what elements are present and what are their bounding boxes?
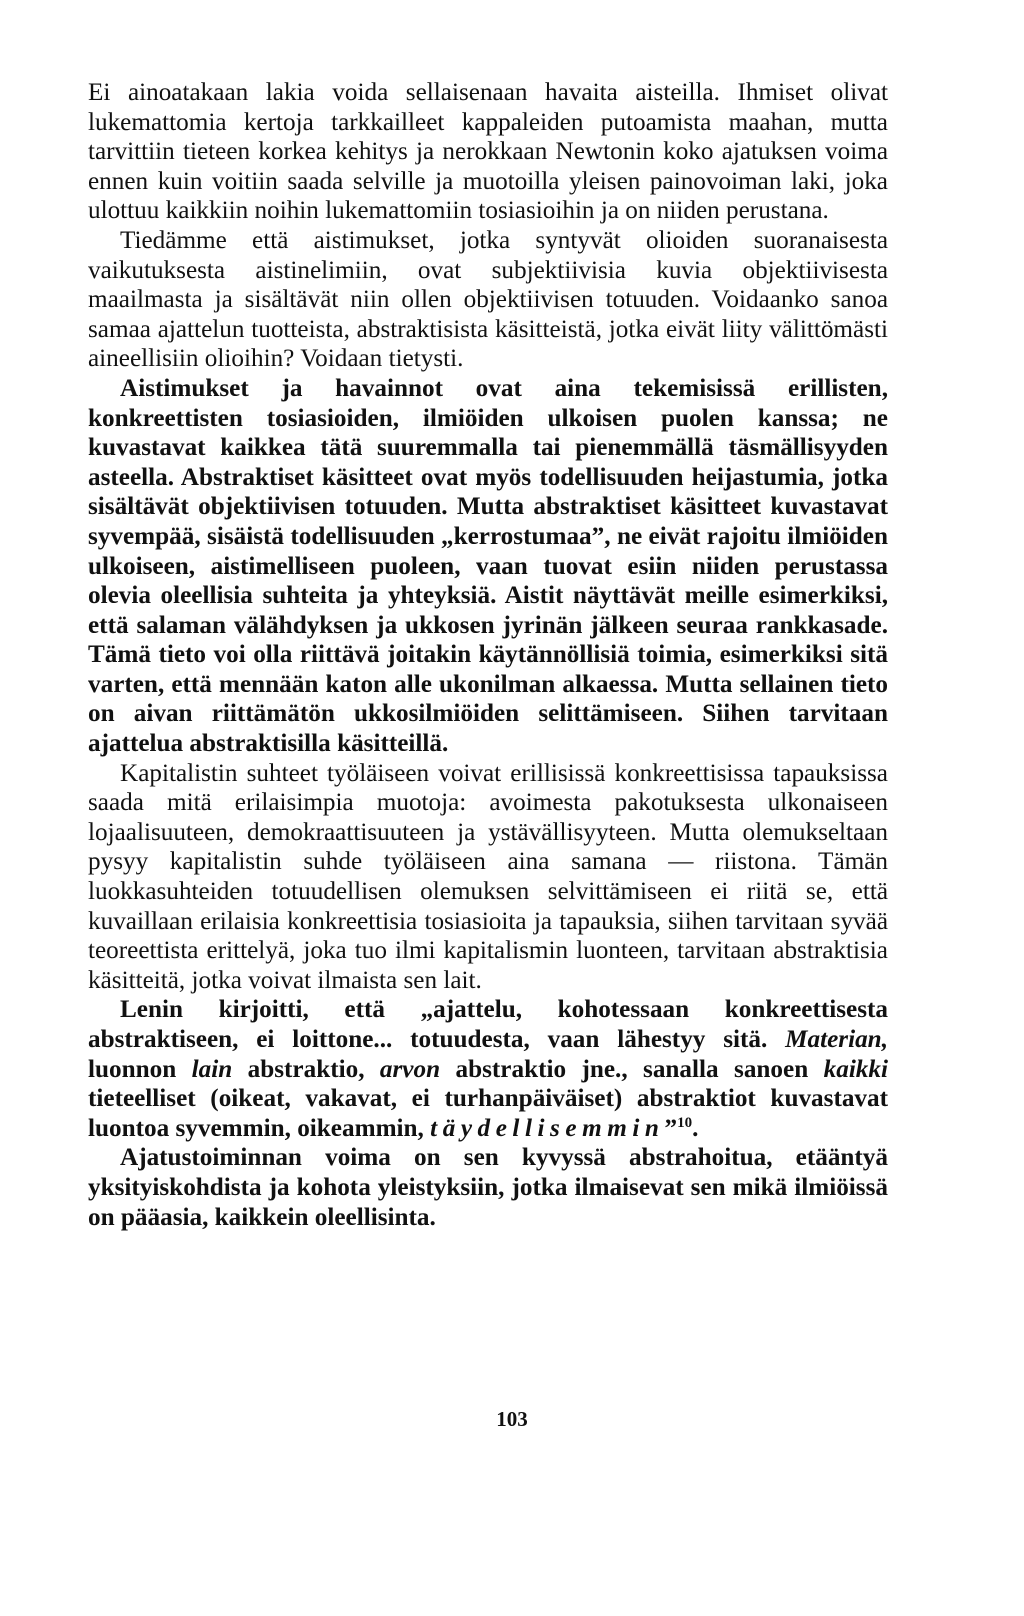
closing-quote: ” [664, 1114, 678, 1142]
paragraph: Kapitalistin suhteet työläiseen voivat erillisissä konkreettisissa tapauksissa saada mitä erilaisimpia muotoja: avoimesta pakotuksesta ulkonaiseen lojaalisuuteen, demokraattisuuteen ja ystävällisyyteen. Mutta olemukseltaan pysyy kapitalistin suhde työläiseen aina samana — riistona. Tämän luokkasuhteiden totuudellisen olemuksen selvittämiseen ei riitä se, että kuvaillaan erilaisia konkreettisia tosiasioita ja tapauksia, siihen tarvitaan syvää teoreettista erittelyä, joka tuo ilmi kapitalismin luonteen, tarvitaan abstraktisia käsitteitä, jotka voivat ilmaista sen lait. [88, 759, 888, 994]
footnote-reference: 10 [677, 1114, 693, 1131]
emphasis-kaikki: kaikki [823, 1055, 888, 1083]
quote-text: Lenin kirjoitti, että „ajattelu, kohotessaan konkreettisesta abstraktiseen, ei loittone... totuudesta, vaan lähestyy sitä. [88, 996, 888, 1053]
quote-text: tieteelliset (oikeat, vakavat, ei turhanpäiväiset) abstraktiot kuvastavat luontoa syvemmin, oikeammin, [88, 1085, 888, 1142]
paragraph-lenin-quote [88, 995, 888, 1143]
emphasis-lain: lain [191, 1055, 233, 1083]
quote-text: luonnon [88, 1055, 192, 1083]
paragraph: Ei ainoatakaan lakia voida sellaisenaan havaita aisteilla. Ihmiset olivat lukemattomia kertoja tarkkailleet kappaleiden putoamista maahan, mutta tarvittiin tieteen korkea kehitys ja nerokkaan Newtonin koko ajatuksen voima ennen kuin voitiin saada selville ja muotoilla yleisen painovoiman laki, joka ulottuu kaikkiin noihin lukemattomiin tosiasioihin ja on niiden perustana. [88, 79, 888, 225]
emphasis-taydellisemmin: täydellisemmin [430, 1114, 665, 1142]
paragraph: Aistimukset ja havainnot ovat aina tekemisissä erillisten, konkreettisten tosiasioiden, ilmiöiden ulkoisen puolen kanssa; ne kuvastavat kaikkea tätä suuremmalla tai pienemmällä täsmällisyyden asteella. Abstraktiset käsitteet ovat myös todellisuuden heijastumia, jotka sisältävät objektiivisen totuuden. Mutta abstraktiset käsitteet kuvastavat syvempää, sisäistä todellisuuden „kerrostumaa”, ne eivät rajoitu ilmiöiden ulkoiseen, aistimelliseen puoleen, vaan tuovat esiin niiden perustassa olevia oleellisia suhteita ja yhteyksiä. Aistit näyttävät meille esimerkiksi, että salaman välähdyksen ja ukkosen jyrinän jälkeen seuraa rankkasade. Tämä tieto voi olla riittävä joitakin käytännöllisiä toimia, esimerkiksi sitä varten, että mennään katon alle ukonilman alkaessa. Mutta sellainen tieto on aivan riittämätön ukkosilmiöiden selittämiseen. Siihen tarvitaan ajattelua abstraktisilla käsitteillä. [88, 374, 888, 758]
emphasis-materian: Materian, [785, 1026, 888, 1053]
page-number: 103 [496, 1407, 528, 1431]
paragraph: Ajatustoiminnan voima on sen kyvyssä abstrahoitua, etääntyä yksityiskohdista ja kohota yleistyksiin, jotka ilmaisevat sen mikä ilmiöissä on pääasia, kaikkein oleellisinta. [88, 1144, 888, 1231]
quote-text: abstraktio, [232, 1055, 380, 1083]
paragraph: Tiedämme että aistimukset, jotka syntyvät olioiden suoranaisesta vaikutuksesta aistinelimiin, ovat subjektiivisia kuvia objektiivisesta maailmasta ja sisältävät niin ollen objektiivisen totuuden. Voidaanko sanoa samaa ajattelun tuotteista, abstraktisista käsitteistä, jotka eivät liity välittömästi aineellisiin olioihin? Voidaan tietysti. [88, 226, 888, 373]
quote-period: . [692, 1114, 699, 1142]
page-body [88, 78, 888, 1232]
emphasis-arvon: arvon [379, 1055, 441, 1083]
quote-text: abstraktio jne., sanalla sanoen [440, 1055, 824, 1083]
